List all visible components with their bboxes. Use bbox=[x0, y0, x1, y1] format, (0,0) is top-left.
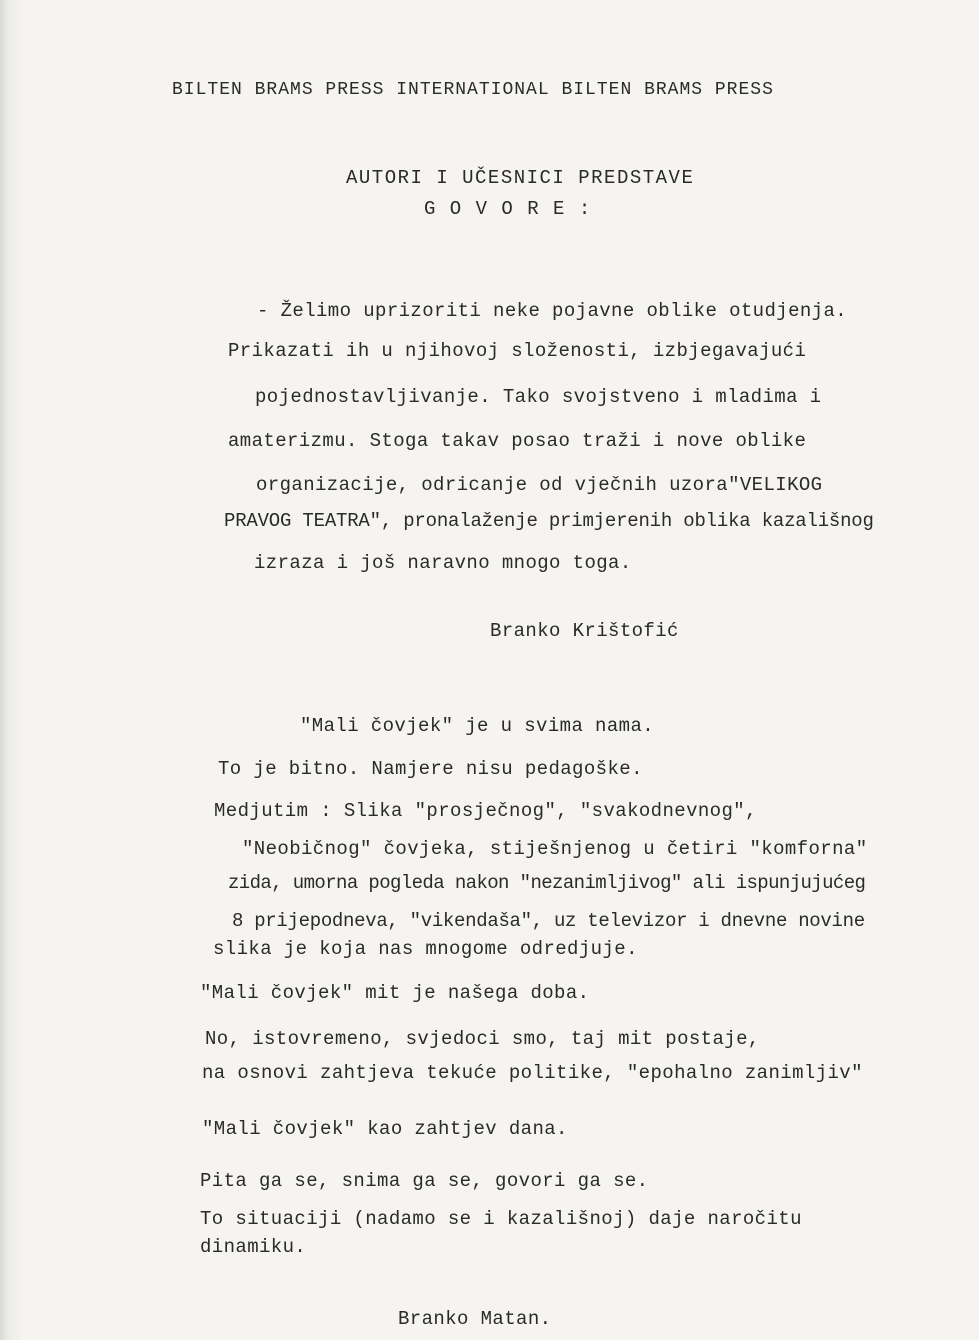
para1-line-1: - Želimo uprizoriti neke pojavne oblike otudjenja. bbox=[257, 300, 848, 322]
para2-line-11: "Mali čovjek" kao zahtjev dana. bbox=[202, 1118, 568, 1140]
para2-line-12: Pita ga se, snima ga se, govori ga se. bbox=[200, 1170, 649, 1192]
para2-line-5: zida, umorna pogleda nakon "nezanimljivog" ali ispunjujućeg bbox=[228, 872, 866, 894]
para2-line-8: "Mali čovjek" mit je našega doba. bbox=[200, 982, 590, 1004]
para2-line-7: slika je koja nas mnogome odredjuje. bbox=[213, 938, 638, 960]
signature-kristofic: Branko Krištofić bbox=[490, 620, 679, 642]
para1-line-5: organizacije, odricanje od vječnih uzora"VELIKOG bbox=[256, 474, 823, 496]
para1-line-6: PRAVOG TEATRA", pronalaženje primjerenih oblika kazališnog bbox=[224, 510, 874, 532]
para2-line-10: na osnovi zahtjeva tekuće politike, "epohalno zanimljiv" bbox=[202, 1062, 863, 1084]
para2-line-9: No, istovremeno, svjedoci smo, taj mit postaje, bbox=[205, 1028, 760, 1050]
para2-line-3: Medjutim : Slika "prosječnog", "svakodnevnog", bbox=[214, 800, 757, 822]
para1-line-3: pojednostavljivanje. Tako svojstveno i mladima i bbox=[255, 386, 822, 408]
para1-line-7: izraza i još naravno mnogo toga. bbox=[254, 552, 632, 574]
para1-line-4: amaterizmu. Stoga takav posao traži i nove oblike bbox=[228, 430, 807, 452]
para1-line-2: Prikazati ih u njihovoj složenosti, izbjegavajući bbox=[228, 340, 807, 362]
signature-matan: Branko Matan. bbox=[398, 1308, 552, 1330]
heading-line-2: G O V O R E : bbox=[424, 198, 592, 220]
para2-line-6: 8 prijepodneva, "vikendaša", uz televizor i dnevne novine bbox=[232, 910, 865, 932]
bulletin-header: BILTEN BRAMS PRESS INTERNATIONAL BILTEN BRAMS PRESS bbox=[172, 80, 774, 100]
para2-line-1: "Mali čovjek" je u svima nama. bbox=[300, 715, 655, 737]
para2-line-4: "Neobičnog" čovjeka, stiješnjenog u četiri "komforna" bbox=[242, 838, 868, 860]
heading-line-1: AUTORI I UČESNICI PREDSTAVE bbox=[346, 167, 695, 189]
para2-line-14: dinamiku. bbox=[200, 1236, 307, 1258]
para2-line-13: To situaciji (nadamo se i kazališnoj) daje naročitu bbox=[200, 1208, 802, 1230]
para2-line-2: To je bitno. Namjere nisu pedagoške. bbox=[218, 758, 643, 780]
